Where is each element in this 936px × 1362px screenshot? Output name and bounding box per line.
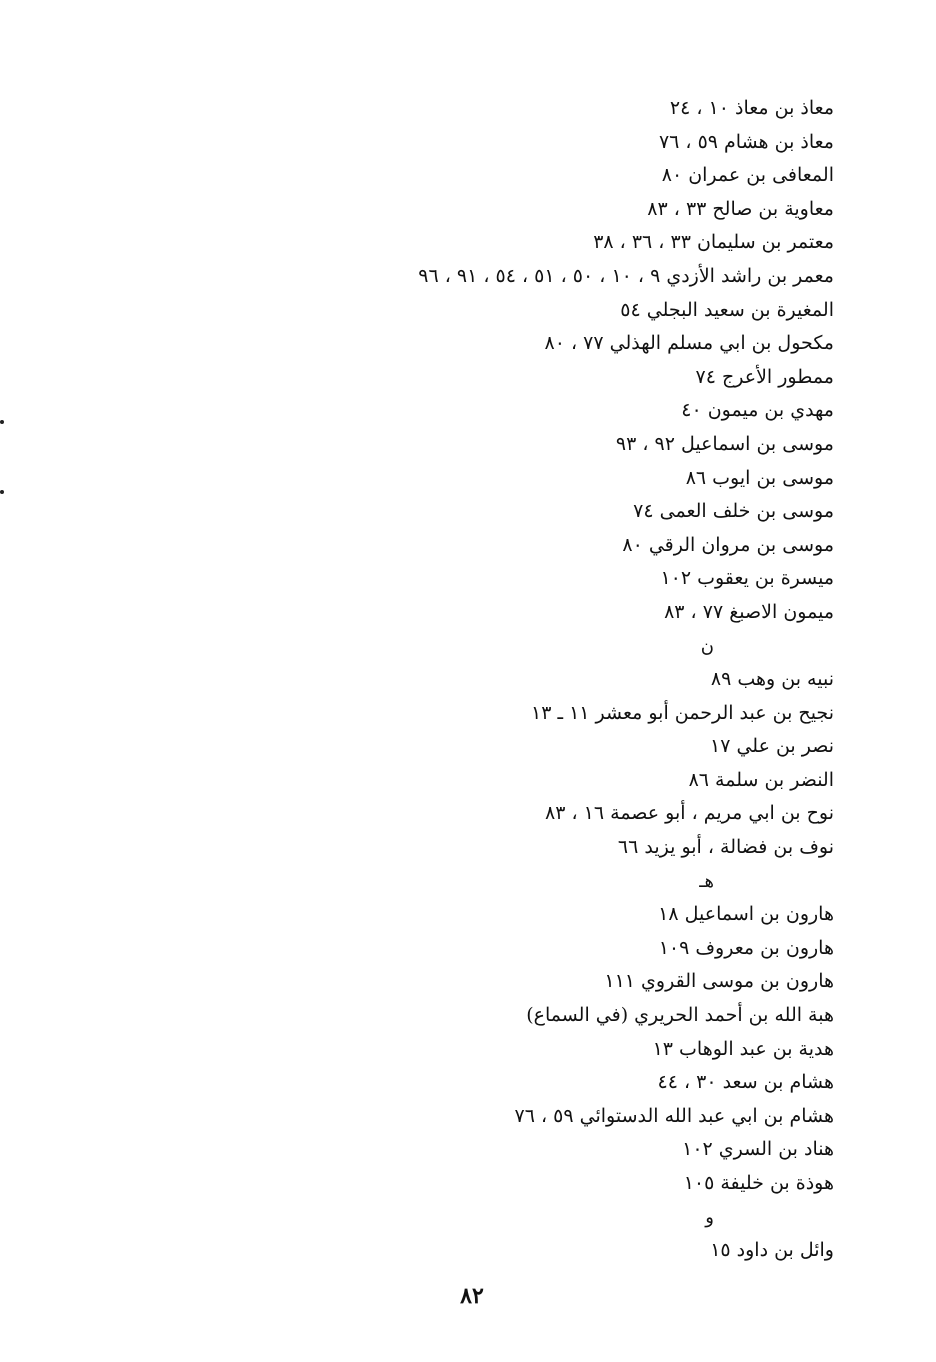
name-index-list — [314, 92, 834, 1268]
index-entry: هارون بن موسى القروي ١١١ — [604, 970, 834, 993]
index-entry: معاوية بن صالح ٣٣ ، ٨٣ — [647, 197, 834, 220]
index-entry: ممطور الأعرج ٧٤ — [695, 365, 834, 388]
index-entry: ميسرة بن يعقوب ١٠٢ — [660, 567, 834, 590]
index-entry: نجيح بن عبد الرحمن أبو معشر ١١ ـ ١٣ — [531, 701, 834, 724]
index-entry: نوح بن ابي مريم ، أبو عصمة ١٦ ، ٨٣ — [545, 802, 834, 825]
index-letter-heading: هـ — [699, 870, 714, 892]
index-letter-heading: و — [705, 1206, 714, 1228]
index-entry: مهدي بن ميمون ٤٠ — [681, 399, 834, 422]
index-entry: هشام بن ابي عبد الله الدستوائي ٥٩ ، ٧٦ — [514, 1104, 834, 1127]
index-entry: المغيرة بن سعيد البجلي ٥٤ — [620, 298, 834, 321]
index-entry: هوذة بن خليفة ١٠٥ — [683, 1172, 834, 1194]
index-entry: موسى بن خلف العمى ٧٤ — [633, 500, 834, 523]
index-entry: المعافى بن عمران ٨٠ — [661, 164, 834, 187]
index-entry: نوف بن فضالة ، أبو يزيد ٦٦ — [617, 836, 834, 859]
index-entry: هارون بن معروف ١٠٩ — [658, 936, 834, 959]
page-number: ٨٢ — [460, 1283, 484, 1309]
index-entry: هشام بن سعد ٣٠ ، ٤٤ — [657, 1071, 834, 1094]
index-entry: هبة الله بن أحمد الحريري (في السماع) — [526, 1004, 834, 1027]
scan-edge-mark — [0, 420, 4, 424]
index-entry: موسى بن مروان الرقي ٨٠ — [622, 533, 834, 556]
index-entry: هدية بن عبد الوهاب ١٣ — [652, 1037, 834, 1060]
index-entry: هناد بن السري ١٠٢ — [682, 1138, 834, 1161]
index-entry: معاذ بن معاذ ١٠ ، ٢٤ — [669, 97, 834, 119]
index-letter-heading: ن — [700, 635, 714, 657]
index-entry: معاذ بن هشام ٥٩ ، ٧٦ — [658, 130, 834, 153]
index-entry: موسى بن ايوب ٨٦ — [685, 466, 834, 489]
scan-edge-mark — [0, 490, 4, 494]
index-entry: وائل بن داود ١٥ — [710, 1239, 834, 1262]
index-entry: نبيه بن وهب ٨٩ — [710, 668, 834, 691]
index-entry: معتمر بن سليمان ٣٣ ، ٣٦ ، ٣٨ — [593, 231, 834, 254]
index-entry: هارون بن اسماعيل ١٨ — [658, 903, 834, 926]
index-entry: نصر بن علي ١٧ — [709, 735, 834, 758]
index-entry: موسى بن اسماعيل ٩٢ ، ٩٣ — [615, 432, 834, 455]
index-entry: مكحول بن ابي مسلم الهذلي ٧٧ ، ٨٠ — [544, 332, 834, 355]
index-entry: النضر بن سلمة ٨٦ — [688, 768, 834, 791]
index-entry: معمر بن راشد الأزدي ٩ ، ١٠ ، ٥٠ ، ٥١ ، ٥٤ ، ٩١ ، ٩٦ — [418, 264, 834, 287]
index-entry: ميمون الاصبغ ٧٧ ، ٨٣ — [664, 600, 834, 623]
